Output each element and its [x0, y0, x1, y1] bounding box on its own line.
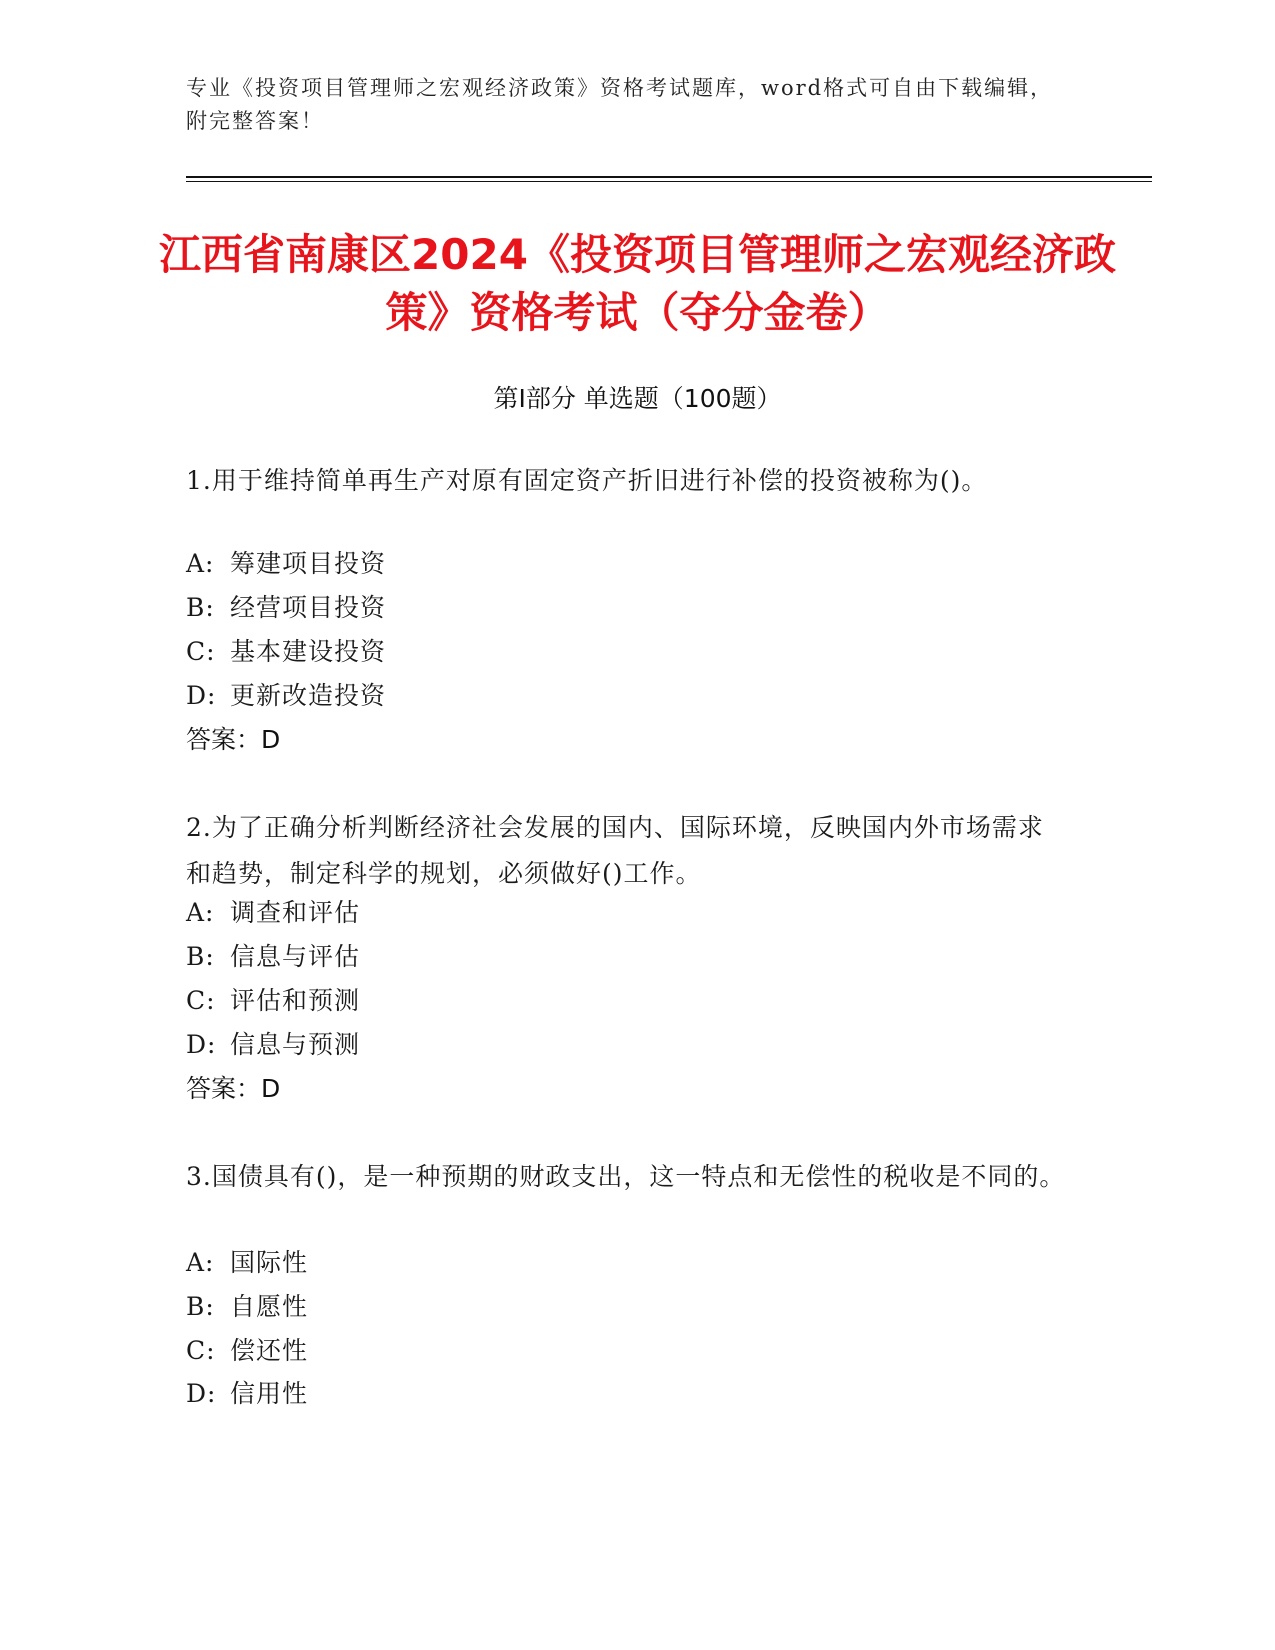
- question-3-stem: 3.国债具有()，是一种预期的财政支出，这一特点和无偿性的税收是不同的。: [186, 1162, 1066, 1191]
- option-text: 自愿性: [230, 1292, 309, 1321]
- option-key: C:: [186, 637, 216, 666]
- question-1-answer: 答案：D: [186, 725, 281, 754]
- option-text: 评估和预测: [230, 986, 361, 1015]
- option-text: 国际性: [230, 1248, 309, 1277]
- option-key: B:: [186, 942, 215, 971]
- question-1-stem: 1.用于维持简单再生产对原有固定资产折旧进行补偿的投资被称为()。: [186, 466, 988, 495]
- option-text: 调查和评估: [230, 898, 361, 927]
- option-text: 信息与预测: [230, 1030, 361, 1059]
- header-note: 专业《投资项目管理师之宏观经济政策》资格考试题库，word格式可自由下载编辑，附完整答案！: [186, 76, 1054, 133]
- question-1-option-d: [186, 679, 386, 713]
- question-2-option-c: [186, 984, 360, 1018]
- option-key: A:: [186, 898, 215, 927]
- question-3-option-d: [186, 1377, 308, 1411]
- option-text: 偿还性: [230, 1336, 309, 1365]
- option-key: C:: [186, 986, 216, 1015]
- option-text: 更新改造投资: [230, 681, 387, 710]
- header-divider-thin: [186, 181, 1152, 182]
- option-key: D:: [186, 1030, 217, 1059]
- question-3-option-b: [186, 1290, 308, 1324]
- option-key: B:: [186, 1292, 215, 1321]
- option-key: C:: [186, 1336, 216, 1365]
- option-key: B:: [186, 593, 215, 622]
- option-text: 信息与评估: [230, 942, 361, 971]
- option-text: 基本建设投资: [230, 637, 387, 666]
- option-text: 信用性: [230, 1379, 309, 1408]
- question-2-stem: 2.为了正确分析判断经济社会发展的国内、国际环境，反映国内外市场需求和趋势，制定科学的规划，必须做好()工作。: [186, 813, 1044, 888]
- option-key: A:: [186, 1248, 215, 1277]
- option-key: D:: [186, 1379, 217, 1408]
- question-2-option-a: [186, 896, 360, 930]
- question-3-option-c: [186, 1334, 308, 1368]
- question-2-option-d: [186, 1028, 360, 1062]
- header-divider-thick: [186, 176, 1152, 178]
- option-text: 筹建项目投资: [230, 549, 387, 578]
- section-heading: 第Ⅰ部分 单选题（100题）: [493, 384, 782, 413]
- question-1-option-c: [186, 635, 386, 669]
- question-2-answer: 答案：D: [186, 1074, 281, 1103]
- option-text: 经营项目投资: [230, 593, 387, 622]
- option-key: A:: [186, 549, 215, 578]
- option-key: D:: [186, 681, 217, 710]
- question-2-option-b: [186, 940, 360, 974]
- question-1-option-b: [186, 591, 386, 625]
- question-3-option-a: [186, 1246, 308, 1280]
- document-title: 江西省南康区2024《投资项目管理师之宏观经济政策》资格考试（夺分金卷）: [159, 230, 1116, 337]
- question-1-option-a: [186, 547, 386, 581]
